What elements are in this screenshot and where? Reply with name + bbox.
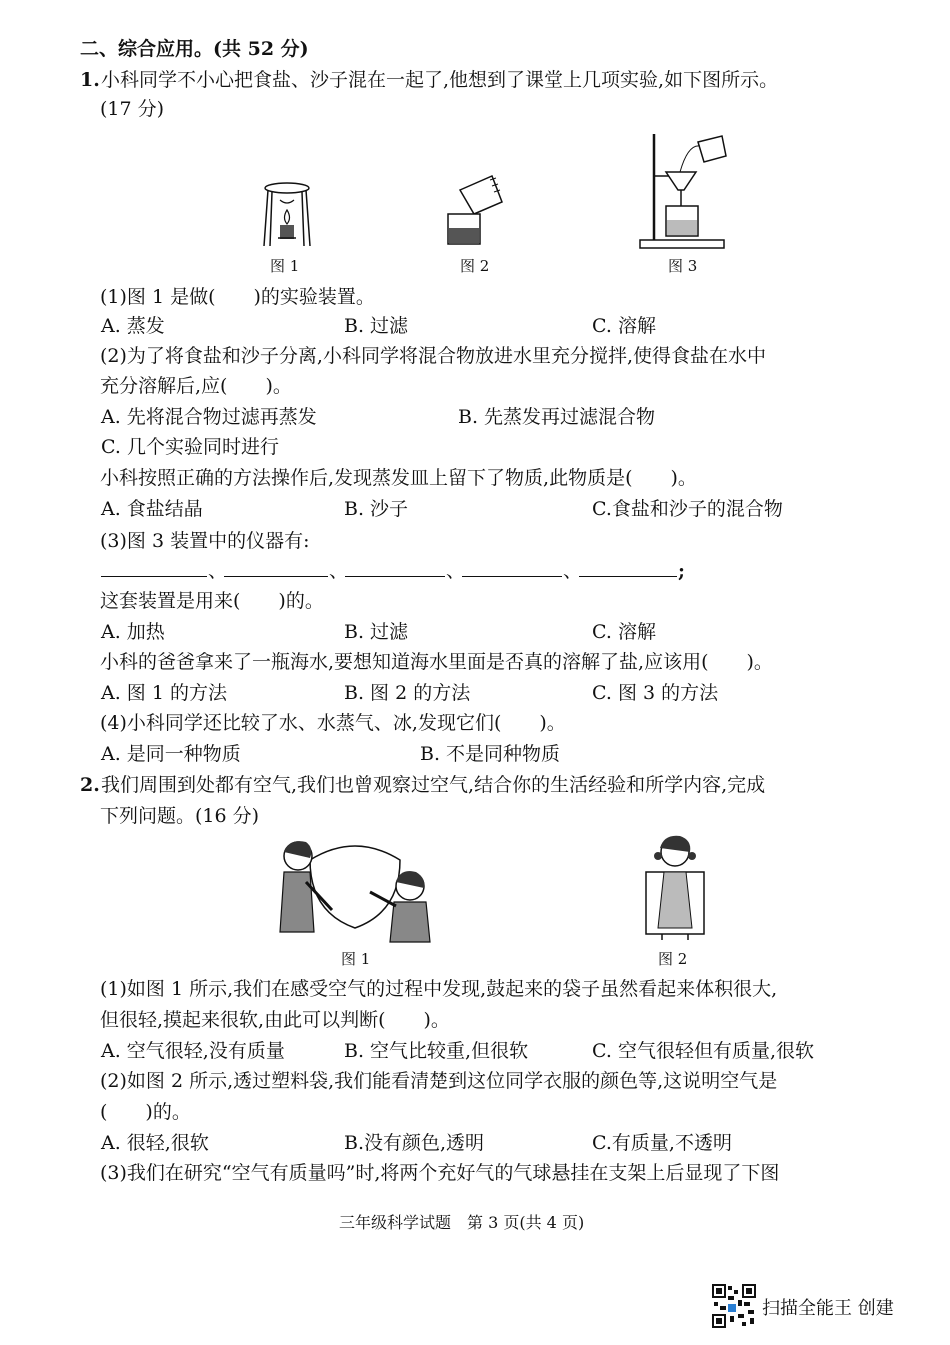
q2-p2-option-c: C.有质量,不透明 (592, 1132, 732, 1154)
blank-separator: 、 (563, 560, 583, 582)
q2-part-1-line-2: 但很轻,摸起来很软,由此可以判断( )。 (100, 1009, 450, 1031)
q1-p3b-option-c: C. 溶解 (592, 621, 656, 643)
q1-part-2-line-1: (2)为了将食盐和沙子分离,小科同学将混合物放进水里充分搅拌,使得食盐在水中 (100, 345, 766, 367)
question-1-stem: 小科同学不小心把食盐、沙子混在一起了,他想到了课堂上几项实验,如下图所示。 (101, 69, 779, 91)
q1-p2-option-b: B. 先蒸发再过滤混合物 (458, 406, 656, 428)
q1-p4-option-b: B. 不是同种物质 (420, 743, 561, 765)
q1-p2b-option-c: C.食盐和沙子的混合物 (592, 498, 783, 520)
q1-p2b-option-b: B. 沙子 (344, 498, 409, 520)
blank-terminator: ; (678, 560, 686, 582)
instrument-blank-3[interactable] (345, 576, 445, 577)
instrument-blank-4[interactable] (462, 576, 562, 577)
question-1-score: (17 分) (100, 98, 165, 120)
blank-separator: 、 (329, 560, 349, 582)
qr-code-icon (712, 1284, 756, 1328)
q1-p2-option-c: C. 几个实验同时进行 (101, 436, 279, 458)
q2-figure-2-caption: 图 2 (658, 950, 688, 968)
q1-part-1: (1)图 1 是做( )的实验装置。 (100, 286, 375, 308)
q1-part-3: (3)图 3 装置中的仪器有: (100, 530, 310, 552)
q1-part-2-line-2: 充分溶解后,应( )。 (100, 375, 292, 397)
question-2-stem-line-2: 下列问题。(16 分) (100, 805, 260, 827)
q2-p1-option-a: A. 空气很轻,没有质量 (101, 1040, 285, 1062)
q1-part-3c: 小科的爸爸拿来了一瓶海水,要想知道海水里面是否真的溶解了盐,应该用( )。 (100, 651, 773, 673)
q2-p1-option-c: C. 空气很轻但有质量,很软 (592, 1040, 814, 1062)
blank-separator: 、 (446, 560, 466, 582)
q1-p3c-option-b: B. 图 2 的方法 (344, 682, 471, 704)
blank-separator: 、 (208, 560, 228, 582)
q1-p3c-option-c: C. 图 3 的方法 (592, 682, 719, 704)
q2-part-2-line-1: (2)如图 2 所示,透过塑料袋,我们能看清楚到这位同学衣服的颜色等,这说明空气是 (100, 1070, 778, 1092)
page-footer: 三年级科学试题 第 3 页(共 4 页) (339, 1213, 585, 1232)
dissolving-figure (440, 170, 504, 248)
q2-part-1-line-1: (1)如图 1 所示,我们在感受空气的过程中发现,鼓起来的袋子虽然看起来体积很大, (100, 978, 778, 1000)
q2-part-2-line-2: ( )的。 (100, 1101, 191, 1123)
q1-figure-1-caption: 图 1 (270, 257, 300, 275)
q1-figure-3-caption: 图 3 (668, 257, 698, 275)
q1-p1-option-a: A. 蒸发 (101, 315, 165, 337)
q1-part-4: (4)小科同学还比较了水、水蒸气、冰,发现它们( )。 (100, 712, 566, 734)
q2-p2-option-a: A. 很轻,很软 (101, 1132, 209, 1154)
q1-p3b-option-a: A. 加热 (101, 621, 165, 643)
q1-p1-option-b: B. 过滤 (344, 315, 409, 337)
instrument-blank-2[interactable] (224, 576, 328, 577)
scanner-watermark: 扫描全能王 创建 (762, 1298, 894, 1319)
q1-p4-option-a: A. 是同一种物质 (101, 743, 241, 765)
instrument-blank-1[interactable] (101, 576, 207, 577)
q2-figure-1-caption: 图 1 (341, 950, 371, 968)
question-2-stem-line-1: 我们周围到处都有空气,我们也曾观察过空气,结合你的生活经验和所学内容,完成 (101, 774, 766, 796)
q2-part-3-line-1: (3)我们在研究“空气有质量吗”时,将两个充好气的气球悬挂在支架上后显现了下图 (100, 1162, 780, 1184)
q1-p2b-option-a: A. 食盐结晶 (101, 498, 203, 520)
filtration-apparatus-figure (638, 132, 728, 250)
q1-p1-option-c: C. 溶解 (592, 315, 656, 337)
instrument-blank-5[interactable] (579, 576, 677, 577)
q1-part-2b: 小科按照正确的方法操作后,发现蒸发皿上留下了物质,此物质是( )。 (100, 467, 697, 489)
question-1-number: 1. (80, 69, 100, 91)
q1-part-3b: 这套装置是用来( )的。 (100, 590, 324, 612)
q1-p3b-option-b: B. 过滤 (344, 621, 409, 643)
q1-p3c-option-a: A. 图 1 的方法 (101, 682, 227, 704)
inflated-bag-figure (270, 832, 440, 944)
q1-p2-option-a: A. 先将混合物过滤再蒸发 (101, 406, 317, 428)
plastic-bag-figure (640, 832, 710, 942)
q2-p2-option-b: B.没有颜色,透明 (344, 1132, 485, 1154)
question-2-number: 2. (80, 774, 100, 796)
q1-figure-2-caption: 图 2 (460, 257, 490, 275)
q2-p1-option-b: B. 空气比较重,但很软 (344, 1040, 529, 1062)
section-title: 二、综合应用。(共 52 分) (80, 38, 309, 60)
evaporation-apparatus-figure (258, 180, 316, 250)
